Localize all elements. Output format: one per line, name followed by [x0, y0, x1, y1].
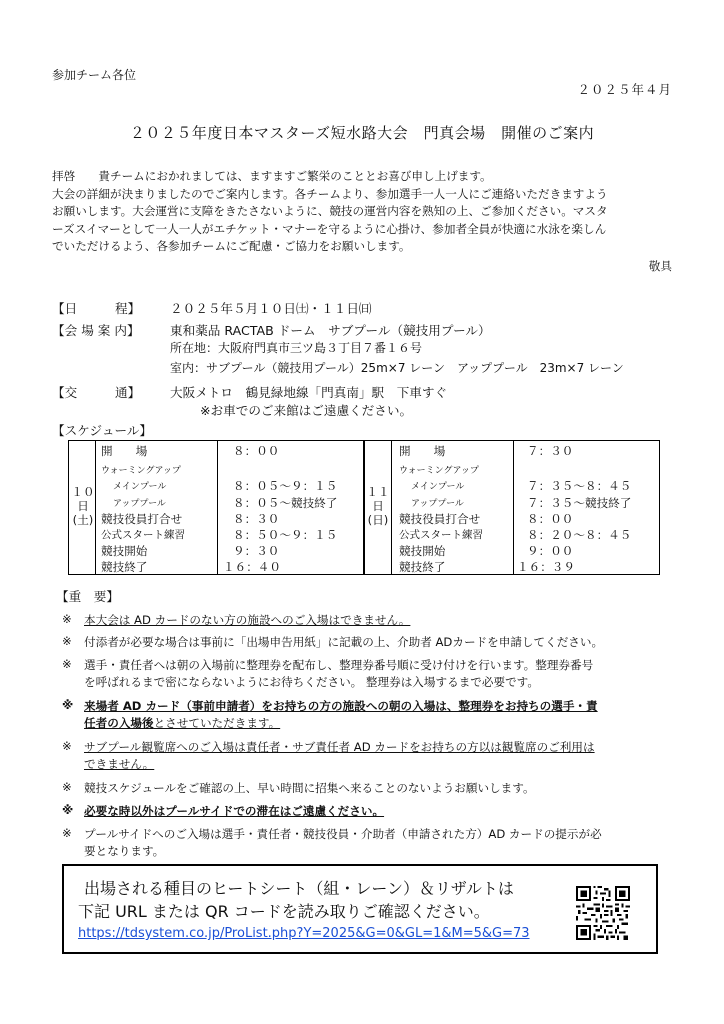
important-label: 【重 要】: [56, 589, 119, 604]
greeting-line: ーズスイマーとして一人一人がエチケット・マナーを守るように心掛け、参加者全員が快適に水泳を楽しん: [52, 221, 607, 236]
results-url-link[interactable]: https://tdsystem.co.jp/ProList.php?Y=2025&G=0&GL=1&M=5&G=73: [78, 926, 530, 941]
day2-label: １１ 日 (日): [366, 485, 390, 527]
schedule-time: ８：２０〜８：４５: [527, 528, 632, 542]
greeting-line: でいただけるよう、各参加チームにご配慮・ご協力をお願いします。: [52, 239, 411, 254]
schedule-time: ７：３０: [527, 444, 574, 458]
schedule-item: 競技役員打合せ: [399, 512, 481, 526]
closing: 敬具: [648, 259, 672, 273]
page-title: ２０２５年度日本マスターズ短水路大会 門真会場 開催のご案内: [129, 124, 595, 142]
schedule-label: 【スケジュール】: [52, 423, 152, 438]
schedule-time: ９：３０: [233, 544, 280, 558]
qr-code-icon[interactable]: [576, 886, 630, 940]
schedule-table: [68, 440, 660, 575]
date-value: ２０２５年５月１０日㈯・１１日㈰: [170, 301, 372, 316]
schedule-item: 開 場: [101, 444, 148, 458]
results-line-1: 出場される種目のヒートシート（組・レーン）＆リザルトは: [84, 879, 514, 898]
schedule-time: ７：３５〜競技終了: [527, 496, 632, 510]
note-text: 選手・責任者へは朝の入場前に整理券を配布し、整理券番号順に受け付けを行います。整理券番号 を呼ばれるまで密にならないようにお待ちください。 整理券は入場するまで必要です。: [84, 658, 594, 689]
note-text: 必要な時以外はプールサイドでの滞在はご遠慮ください。: [84, 804, 385, 818]
note-text: 競技スケジュールをご確認の上、早い時間に招集へ来ることのないようお願いします。: [84, 781, 535, 795]
schedule-time: １６：４０: [223, 560, 281, 574]
schedule-time: ８：００: [233, 444, 280, 458]
schedule-item: ウォーミングアップ: [101, 466, 181, 476]
schedule-time: ７：３５〜８：４５: [527, 479, 632, 493]
schedule-time: ９：００: [527, 544, 574, 558]
note-text: 来場者 AD カード（事前申請者）をお持ちの方の施設への朝の入場は、整理券をお持ちの選手・責 任者の入場後とさせていただきます。: [84, 699, 598, 730]
schedule-item: 開 場: [399, 444, 446, 458]
greeting-paragraph: [52, 168, 672, 256]
results-box: [62, 864, 658, 954]
schedule-item: 競技開始: [101, 544, 148, 558]
day1-label: １０ 日 (土): [71, 485, 95, 527]
schedule-item: 競技終了: [101, 560, 148, 574]
schedule-item: メインプール: [113, 482, 167, 492]
schedule-item: アッププール: [411, 499, 464, 509]
schedule-time: ８：００: [527, 512, 574, 526]
schedule-item: 競技役員打合せ: [101, 512, 183, 526]
schedule-item: 公式スタート練習: [101, 529, 185, 541]
venue-pools: 室内：サブプール（競技用プール）25m×7 レーン アッププール 23m×7 レーン: [170, 361, 624, 375]
note-text: 本大会は AD カードのない方の施設へのご入場はできません。: [84, 613, 411, 627]
note-text: 付添者が必要な場合は事前に「出場申告用紙」に記載の上、介助者 ADカードを申請してください。: [84, 635, 604, 649]
schedule-time: ８：０５〜競技終了: [233, 496, 338, 510]
greeting-line: お願いします。大会運営に支障をきたさないように、競技の運営内容を熟知の上、ご参加ください。マスタ: [52, 204, 608, 219]
results-line-2: 下記 URL または QR コードを読み取りご確認ください。: [78, 902, 490, 921]
schedule-item: メインプール: [411, 482, 465, 492]
schedule-time: ８：０５〜９：１５: [233, 479, 338, 493]
venue-name: 東和薬品 RACTAB ドーム サブプール（競技用プール）: [170, 323, 491, 338]
date-label: 【日 程】: [52, 301, 141, 316]
note-text: サブプール観覧席へのご入場は責任者・サブ責任者 AD カードをお持ちの方以は観覧席のご利用は できません。: [84, 740, 595, 771]
schedule-time: ８：５０〜９：１５: [233, 528, 338, 542]
schedule-time: １６：３９: [517, 560, 575, 574]
schedule-item: 競技終了: [399, 560, 446, 574]
schedule-item: アッププール: [113, 499, 166, 509]
schedule-item: 公式スタート練習: [399, 529, 483, 541]
venue-address: 所在地：大阪府門真市三ツ島３丁目７番１６号: [170, 341, 423, 355]
venue-label: 【会 場 案 内】: [52, 323, 140, 338]
greeting-line: 大会の詳細が決まりましたのでご案内します。各チームより、参加選手一人一人にご連絡いただきますよう: [52, 186, 608, 201]
access-note: ※お車でのご来館はご遠慮ください。: [200, 403, 413, 418]
schedule-item: ウォーミングアップ: [399, 466, 479, 476]
access-value: 大阪メトロ 鶴見緑地線「門真南」駅 下車すぐ: [170, 385, 448, 400]
addressee: 参加チーム各位: [52, 68, 137, 82]
access-label: 【交 通】: [52, 385, 141, 400]
note-text: プールサイドへのご入場は選手・責任者・競技役員・介助者（申請された方）AD カードの提示が必 要となります。: [84, 827, 602, 858]
greeting-line: 拝啓 貴チームにおかれましては、ますますご繁栄のこととお喜び申し上げます。: [52, 169, 492, 183]
schedule-time: ８：３０: [233, 512, 280, 526]
document-date: ２０２５年４月: [577, 82, 672, 97]
schedule-item: 競技開始: [399, 544, 446, 558]
